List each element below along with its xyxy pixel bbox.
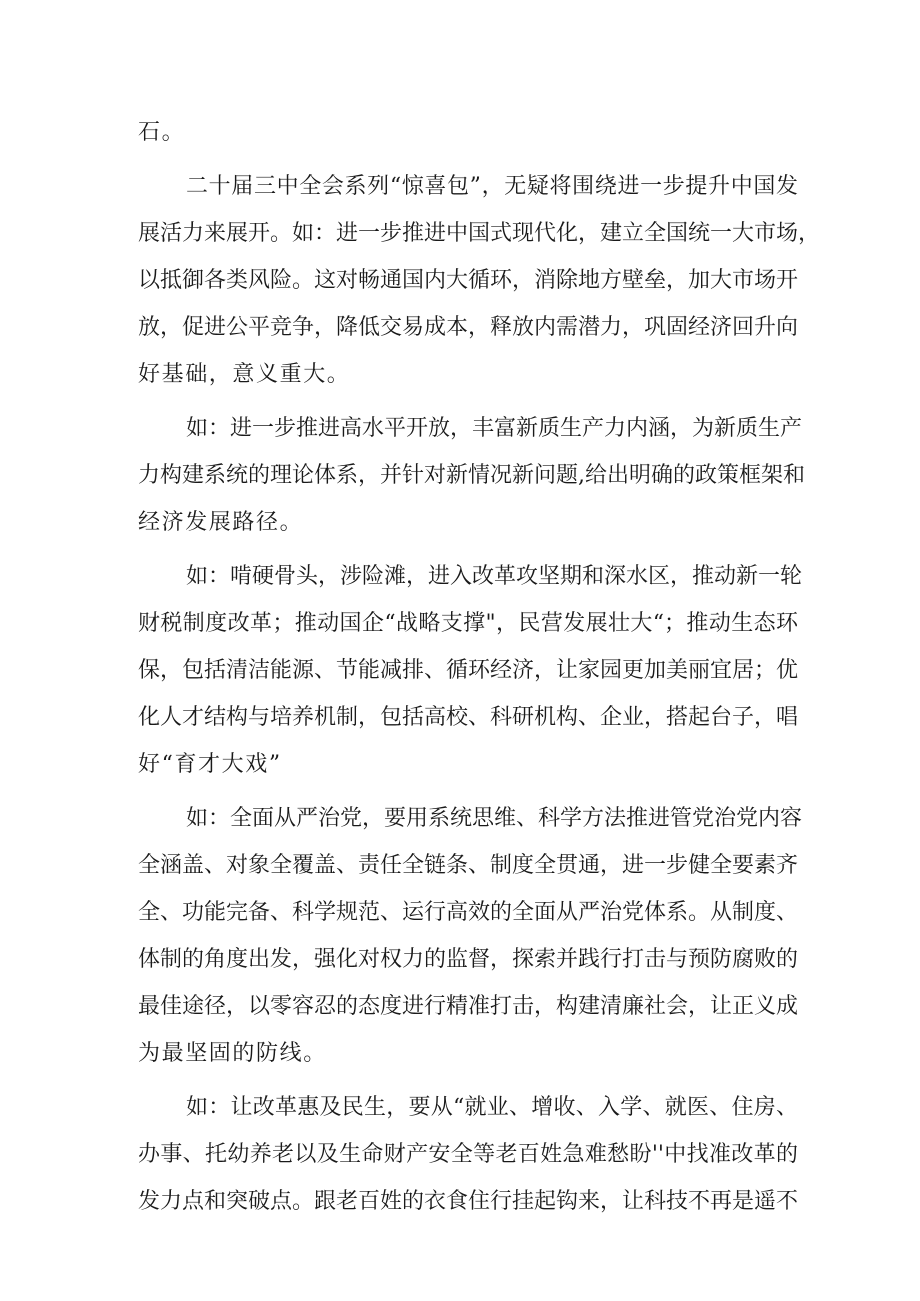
text-line: 以抵御各类风险。这对畅通国内大循环，消除地方壁垒，加大市场开 xyxy=(138,268,799,293)
paragraph-first-line: 如：进一步推进高水平开放，丰富新质生产力内涵，为新质生产 xyxy=(186,416,803,441)
text-line: 展活力来展开。如：进一步推进中国式现代化，建立全国统一大市场， xyxy=(138,221,821,246)
text-line: 体制的角度出发，强化对权力的监督，探索并践行打击与预防腐败的 xyxy=(138,947,799,972)
text-line: 为最坚固的防线。 xyxy=(138,1041,327,1066)
text-line: 财税制度改革；推动国企“战略支撑"，民营发展壮大“；推动生态环 xyxy=(138,611,798,636)
paragraph-first-line: 如：啃硬骨头，涉险滩，进入改革攻坚期和深水区，推动新一轮 xyxy=(186,564,803,589)
paragraph-first-line: 如：全面从严治党，要用系统思维、科学方法推进管党治党内容 xyxy=(186,806,803,831)
text-line: 放，促进公平竞争，降低交易成本，释放内需潜力，巩固经济回升向 xyxy=(138,315,799,340)
text-line: 力构建系统的理论体系，并针对新情况新问题,给出明确的政策框架和 xyxy=(138,463,805,488)
paragraph-first-line: 如：让改革惠及民生，要从“就业、增收、入学、就医、住房、 xyxy=(186,1095,798,1120)
paragraph-first-line: 二十届三中全会系列“惊喜包”，无疑将围绕进一步提升中国发 xyxy=(186,174,798,199)
text-line: 好基础，意义重大。 xyxy=(138,362,351,387)
text-line: 经济发展路径。 xyxy=(138,510,304,535)
text-line: 最佳途径，以零容忍的态度进行精准打击，构建清廉社会，让正义成 xyxy=(138,994,799,1019)
text-line: 全、功能完备、科学规范、运行高效的全面从严治党体系。从制度、 xyxy=(138,900,799,925)
text-line: 保，包括清洁能源、节能减排、循环经济，让家园更加美丽宜居；优 xyxy=(138,658,799,683)
text-line: 好“育才大戏” xyxy=(138,752,282,777)
text-line: 发力点和突破点。跟老百姓的衣食住行挂起钩来，让科技不再是遥不 xyxy=(138,1189,799,1214)
text-line: 石。 xyxy=(138,120,186,145)
text-line: 办事、托幼养老以及生命财产安全等老百姓急难愁盼''中找准改革的 xyxy=(138,1142,798,1167)
text-line: 全涵盖、对象全覆盖、责任全链条、制度全贯通，进一步健全要素齐 xyxy=(138,853,799,878)
text-line: 化人才结构与培养机制，包括高校、科研机构、企业，搭起台子，唱 xyxy=(138,705,799,730)
